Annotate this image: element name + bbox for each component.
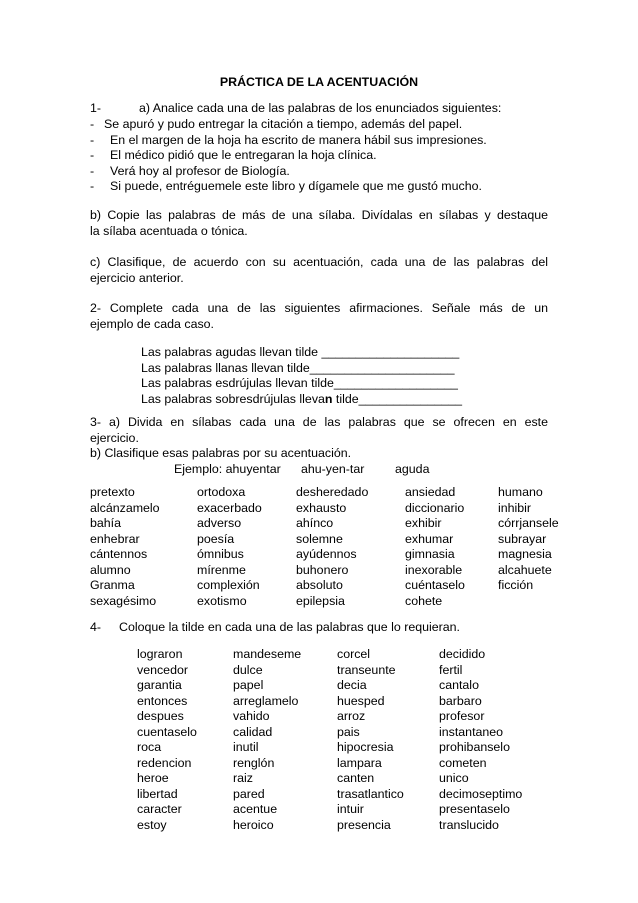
exercise-3-example-label: Ejemplo: ahuyentar xyxy=(174,462,281,476)
exercise-4-instruction: Coloque la tilde en cada una de las palabras que lo requieran. xyxy=(119,620,460,634)
document-page: PRÁCTICA DE LA ACENTUACIÓN 1- a) Analice cada una de las palabras de los enunciados siguientes: - Se apuró y pudo entregar la citación a tiempo, además del papel. - En el margen de la hoja ha escrito de manera hábil sus impresiones. - El médico pidió que le entregaran la hoja clínica. - Verá hoy al profesor de Biología. - Si puede, entréguemele este libro y dígamele que me gustó mucho. b) Copie las palabras de más de una sílaba. Divídalas en sílabas y destaque la sílaba acentuada o tónica. c) Clasifique, de acuerdo con su acentuación, cada una de las palabras del ejercicio anterior. 2- Complete cada una de las siguientes afirmaciones. Señale más de un ejemplo de cada caso. Las palabras agudas llevan tilde ____________________ Las palabras llanas llevan tilde_____________________ Las palabras esdrújulas llevan tilde__________________ Las palabras sobresdrújulas llevan tilde_______________ 3- a) Divida en sílabas cada una de las palabras que se ofrecen en este ejercicio. b) Clasifique esas palabras por su acentuación. Ejemplo: ahuyentar ahu-yen-tar aguda pretexto alcánzamelo bahía enhebrar cántennos alumno Granma sexagésimo ortodoxa exacerbado adverso poesía ómnibus mírenme complexión exotismo desheredado exhausto ahínco solemne ayúdennos buhonero absoluto epilepsia ansiedad diccionario exhibir exhumar gimnasia inexorable cuéntaselo cohete humano inhibir córrjansele subrayar magnesia alcahuete ficción 4- Coloque la tilde en cada una de las palabras que lo requieran. lograron vencedor garantia entonces despues cuentaselo roca redencion heroe libertad caracter estoy mandeseme dulce papel arreglamelo vahido calidad inutil renglón raiz pared acentue heroico corcel transeunte decia huesped arroz pais hipocresia lampara canten trasatlantico intuir presencia decidido fertil cantalo barbaro profesor instantaneo prohibanselo cometen unico decimoseptimo presentaselo translucido xyxy=(0,0,638,903)
word-column: lograron vencedor garantia entonces despues cuentaselo roca redencion heroe libertad caracter estoy xyxy=(137,647,197,832)
word-column: ansiedad diccionario exhibir exhumar gimnasia inexorable cuéntaselo cohete xyxy=(405,485,465,608)
exercise-1-instruction: a) Analice cada una de las palabras de los enunciados siguientes: xyxy=(139,101,502,115)
exercise-1-part-b: b) Copie las palabras de más de una sílaba. Divídalas en sílabas y destaque la sílaba acentuada o tónica. xyxy=(90,208,548,238)
exercise-2-instruction: 2- Complete cada una de las siguientes afirmaciones. Señale más de un ejemplo de cada caso. xyxy=(90,301,548,331)
word-column: decidido fertil cantalo barbaro profesor instantaneo prohibanselo cometen unico decimoseptimo presentaselo translucido xyxy=(439,647,523,832)
word-column: pretexto alcánzamelo bahía enhebrar cántennos alumno Granma sexagésimo xyxy=(90,485,160,608)
statement-sobresdrujulas: Las palabras sobresdrújulas llevan tilde_______________ xyxy=(141,391,463,406)
word-column: desheredado exhausto ahínco solemne ayúdennos buhonero absoluto epilepsia xyxy=(296,485,369,608)
exercise-2-statements xyxy=(141,345,462,407)
page-title: PRÁCTICA DE LA ACENTUACIÓN xyxy=(219,75,419,89)
word-column: ortodoxa exacerbado adverso poesía ómnibus mírenme complexión exotismo xyxy=(197,485,262,608)
exercise-3-instruction: 3- a) Divida en sílabas cada una de las palabras que se ofrecen en este ejercicio. b) Clasifique esas palabras por su acentuación. xyxy=(90,415,548,460)
word-column: humano inhibir córrjansele subrayar magnesia alcahuete ficción xyxy=(498,485,559,592)
exercise-1-number: 1- xyxy=(90,101,102,115)
word-column: corcel transeunte decia huesped arroz pais hipocresia lampara canten trasatlantico intuir presencia xyxy=(337,647,404,832)
statement-agudas: Las palabras agudas llevan tilde ____________________ xyxy=(141,345,460,359)
exercise-3-example-class: aguda xyxy=(395,462,430,476)
statement-llanas: Las palabras llanas llevan tilde_____________________ xyxy=(141,360,455,375)
statement-esdrujulas: Las palabras esdrújulas llevan tilde__________________ xyxy=(141,376,458,390)
exercise-4-number: 4- xyxy=(90,620,102,634)
exercise-1-part-c: c) Clasifique, de acuerdo con su acentuación, cada una de las palabras del ejercicio anterior. xyxy=(90,255,548,285)
word-column: mandeseme dulce papel arreglamelo vahido calidad inutil renglón raiz pared acentue heroico xyxy=(233,647,302,832)
exercise-3-example-syllables: ahu-yen-tar xyxy=(301,462,365,476)
